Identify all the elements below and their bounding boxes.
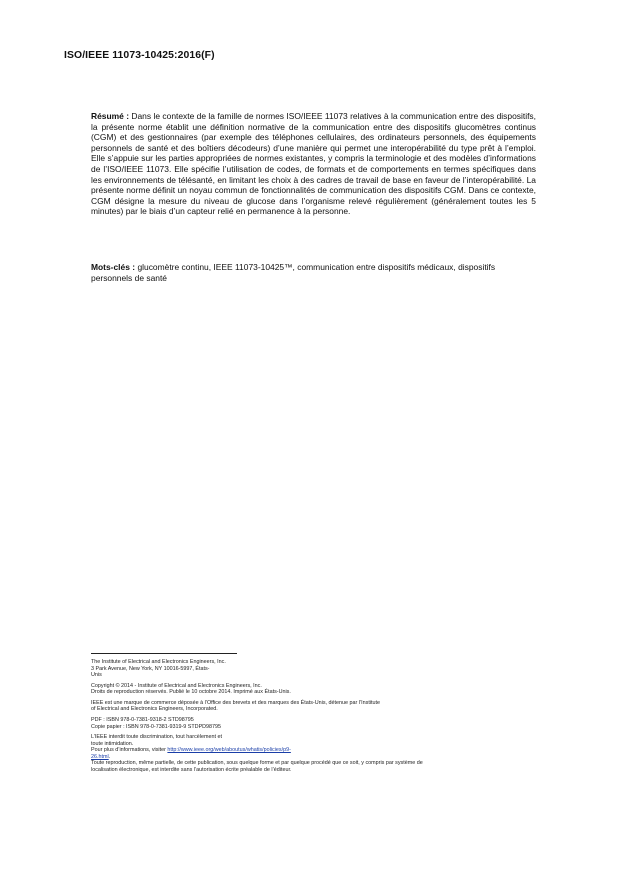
footnote-divider [91,653,237,654]
trademark-line: IEEE est une marque de commerce déposée à l’Office des brevets et des marques des États-Unis, détenue par l’Institute [91,699,381,706]
policy-link-continued[interactable]: 26.html [91,753,109,760]
copyright-line: Droits de reproduction réservés. Publié le 10 octobre 2014. Imprimé aux États-Unis. [91,689,291,696]
abstract-paragraph [91,111,536,217]
abstract-label: Résumé : [91,111,130,121]
publisher-line: Unis [91,672,102,678]
document-header-id: ISO/IEEE 11073-10425:2016(F) [64,50,215,61]
policy-line: toute intimidation. [91,740,134,747]
reproduction-line: Toute reproduction, même partielle, de cette publication, sous quelque forme et par quelque procédé que ce soit, y compris par système de [91,760,423,767]
policy-line: L’IEEE interdit toute discrimination, tout harcèlement et [91,734,222,741]
reproduction-notice [91,760,541,773]
policy-link[interactable]: http://www.ieee.org/web/aboutus/whatis/policies/p9- [167,747,291,754]
isbn-info [91,717,541,730]
policy-notice [91,734,541,760]
keywords-text: glucomètre continu, IEEE 11073-10425™, communication entre dispositifs médicaux, dispositifs personnels de santé [91,262,496,283]
copyright-notice [91,683,541,696]
publisher-line: 3 Park Avenue, New York, NY 10016-5997, États- [91,665,210,672]
isbn-line: Copie papier : ISBN 978-0-7381-9319-9 STDPD98795 [91,723,222,730]
isbn-line: PDF : ISBN 978-0-7381-9318-2 STD98795 [91,717,194,724]
policy-line-prefix: Pour plus d’informations, visiter [91,747,166,754]
copyright-line: Copyright © 2014 - Institute of Electrical and Electronics Engineers, Inc. [91,682,262,689]
reproduction-line: localisation électronique, est interdite sans l’autorisation écrite préalable de l’éditeur. [91,766,292,773]
trademark-line: of Electrical and Electronics Engineers, Incorporated. [91,706,218,713]
abstract-text: Dans le contexte de la famille de normes ISO/IEEE 11073 relatives à la communication entre des dispositifs, la présente norme établit une définition normative de la communication entre des dispositifs glucomètres continus (CGM) et des gestionnaires (par exemple des téléphones cellulaires, des ordinateurs personnels, des équipements personnels de santé et des boîtiers décodeurs) d’une manière qui permet une interopérabilité du type prêt à l’emploi. Elle s’appuie sur les parties appropriées de normes existantes, y compris la terminologie et des modèles d’informations de l’ISO/IEEE 11073. Elle spécifie l’utilisation de codes, de formats et de comportements en termes spécifiques dans les environnements de télésanté, en limitant les choix à des cadres de travail de base en faveur de l’interopérabilité. La présente norme définit un noyau commun de fonctionnalités de communication des dispositifs CGM. Dans ce contexte, CGM désigne la mesure du niveau de glucose dans l’organisme relevé régulièrement (généralement toutes les 5 minutes) par le biais d’un capteur relié en permanence à la personne. [91,111,536,217]
footnotes [91,659,541,777]
keywords-paragraph [91,262,536,283]
publisher-address [91,659,541,679]
trademark-notice [91,700,541,713]
publisher-line: The Institute of Electrical and Electronics Engineers, Inc. [91,659,226,665]
policy-link-suffix: . [108,753,111,760]
keywords-label: Mots-clés : [91,262,136,272]
